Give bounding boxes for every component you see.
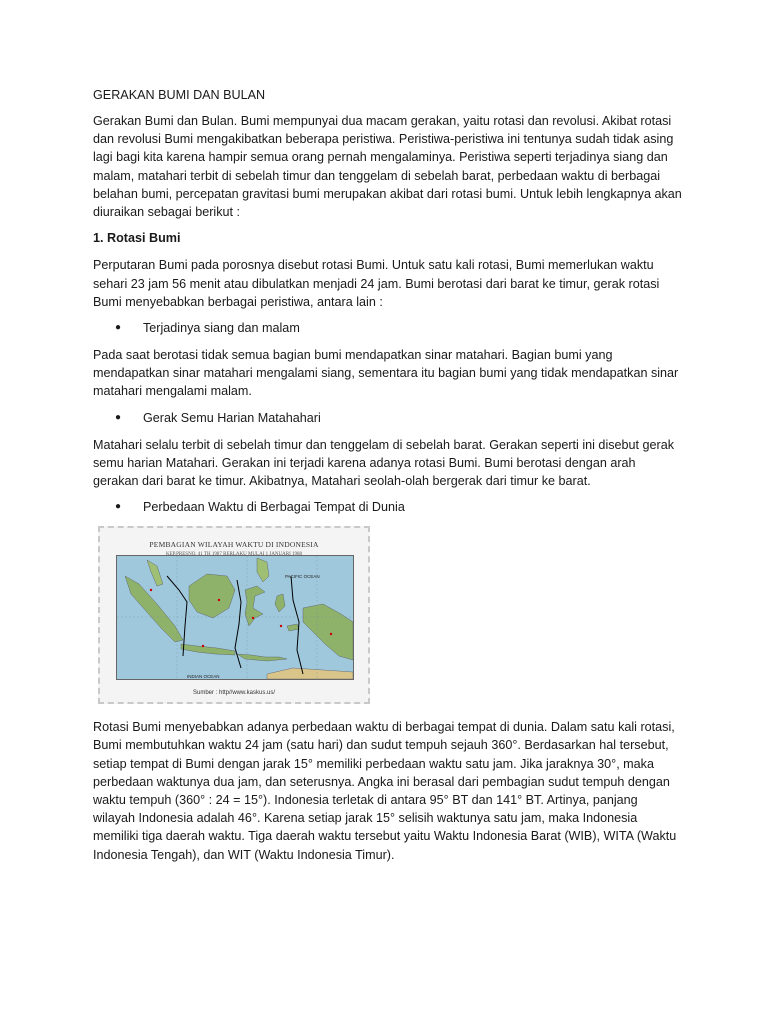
bullet-item <box>93 498 683 516</box>
bullet-icon: ● <box>115 501 122 513</box>
siang-malam-paragraph: Pada saat berotasi tidak semua bagian bumi mendapatkan sinar matahari. Bagian bumi yang mendapatkan sinar matahari mengalami siang, sementara itu bagian bumi yang tidak mendapatkan sinar matahari mengalami malam. <box>93 348 679 399</box>
document-page <box>93 86 683 872</box>
map-title: PEMBAGIAN WILAYAH WAKTU DI INDONESIA <box>149 540 319 550</box>
intro-paragraph: Gerakan Bumi dan Bulan. Bumi mempunyai dua macam gerakan, yaitu rotasi dan revolusi. Akibat rotasi dan revolusi Bumi mengakibatkan beberapa peristiwa. Peristiwa-peristiwa ini tentunya sudah tidak asing lagi bagi kita karena hampir semua orang pernah mengalaminya. Peristiwa seperti terjadinya siang dan malam, matahari terbit di sebelah timur dan tenggelam di sebelah barat, perbedaan waktu di berbagai belahan bumi, percepatan gravitasi bumi merupakan akibat dari rotasi bumi. Untuk lebih lengkapnya akan diuraikan sebagai berikut : <box>93 114 682 220</box>
bullet-label: Perbedaan Waktu di Berbagai Tempat di Dunia <box>143 500 405 515</box>
bullet-label: Gerak Semu Harian Matahahari <box>143 410 321 425</box>
document-title: GERAKAN BUMI DAN BULAN <box>93 88 266 102</box>
bullet-icon: ● <box>115 411 122 423</box>
indonesia-map <box>116 555 354 680</box>
bullet-icon: ● <box>115 321 122 333</box>
bullet-label: Terjadinya siang dan malam <box>143 320 300 335</box>
indian-ocean-label: INDIAN OCEAN <box>187 674 220 680</box>
section-heading-rotasi: 1. Rotasi Bumi <box>93 231 181 246</box>
gerak-semu-paragraph: Matahari selalu terbit di sebelah timur dan tenggelam di sebelah barat. Gerakan seperti ini disebut gerak semu harian Matahari. Gerakan ini terjadi karena adanya rotasi Bumi. Bumi berotasi dengan arah gerakan dari barat ke timur. Akibatnya, Matahari seolah-olah bergerak dari timur ke barat. <box>93 437 675 489</box>
perbedaan-waktu-paragraph: Rotasi Bumi menyebabkan adanya perbedaan waktu di berbagai tempat di dunia. Dalam satu kali rotasi, Bumi membutuhkan waktu 24 jam (satu hari) dan sudut tempuh sejauh 360°. Berdasarkan hal tersebut, setiap tempat di Bumi dengan jarak 15° memiliki perbedaan waktu satu jam. Jika jaraknya 30°, maka perbedaan waktunya dua jam, dan seterusnya. Angka ini berasal dari pembagian sudut tempuh dengan waktu tempuh (360° : 24 = 15°). Indonesia terletak di antara 95° BT dan 141° BT. Artinya, panjang wilayah Indonesia adalah 46°. Karena setiap jarak 15° selisih waktunya satu jam, maka Indonesia memiliki tiga daerah waktu. Tiga daerah waktu tersebut yaitu Waktu Indonesia Barat (WIB), WITA (Waktu Indonesia Tengah), dan WIT (Waktu Indonesia Timur). <box>93 720 677 862</box>
map-source: Sumber : http//www.kaskus.us/ <box>192 690 276 697</box>
timezone-map-figure <box>98 526 370 704</box>
bullet-item <box>93 409 683 427</box>
rotasi-paragraph: Perputaran Bumi pada porosnya disebut rotasi Bumi. Untuk satu kali rotasi, Bumi memerlukan waktu sehari 23 jam 56 menit atau dibulatkan menjadi 24 jam. Bumi berotasi dari barat ke timur, gerak rotasi Bumi menyebabkan berbagai peristiwa, antara lain : <box>93 258 660 309</box>
bullet-item <box>93 319 683 337</box>
pacific-ocean-label: PACIFIC OCEAN <box>285 574 320 580</box>
